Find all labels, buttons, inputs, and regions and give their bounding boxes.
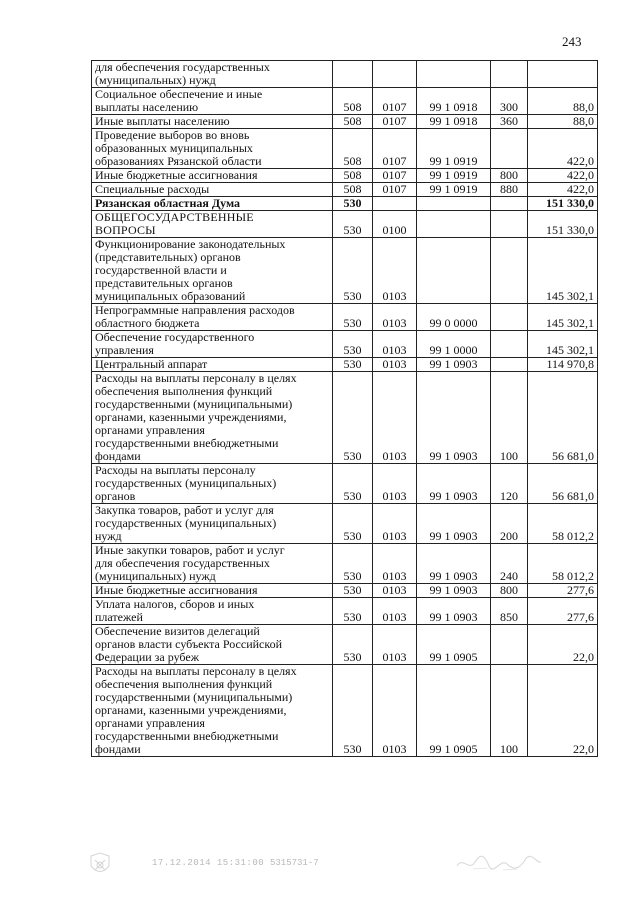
row-name-cell: ОБЩЕГОСУДАРСТВЕННЫЕ ВОПРОСЫ (92, 211, 333, 238)
table-row (92, 665, 598, 757)
row-ved-cell (333, 61, 373, 88)
row-vr-cell: 300 (491, 88, 528, 115)
table-row (92, 129, 598, 169)
table-row (92, 61, 598, 88)
row-vr-cell: 120 (491, 464, 528, 504)
row-sum-cell: 151 330,0 (528, 197, 598, 211)
row-ved-cell: 530 (333, 504, 373, 544)
row-csr-cell: 99 1 0903 (417, 598, 491, 625)
page-number: 243 (562, 34, 582, 49)
footer-doc-code: 5315731-7 (270, 858, 319, 868)
row-razdel-cell: 0103 (373, 584, 417, 598)
row-ved-cell: 530 (333, 304, 373, 331)
table-row (92, 358, 598, 372)
row-ved-cell: 508 (333, 115, 373, 129)
row-name-cell: для обеспечения государственных (муниципальных) нужд (92, 61, 333, 88)
row-vr-cell (491, 331, 528, 358)
row-name-cell: Иные бюджетные ассигнования (92, 584, 333, 598)
row-vr-cell (491, 211, 528, 238)
row-sum-cell: 145 302,1 (528, 238, 598, 304)
row-sum-cell: 422,0 (528, 169, 598, 183)
footer-timestamp: 17.12.2014 15:31:00 (152, 858, 265, 868)
row-ved-cell: 530 (333, 358, 373, 372)
table-row (92, 331, 598, 358)
row-razdel-cell: 0103 (373, 372, 417, 464)
row-vr-cell (491, 304, 528, 331)
row-csr-cell: 99 1 0903 (417, 358, 491, 372)
row-sum-cell: 22,0 (528, 665, 598, 757)
row-csr-cell: 99 1 0918 (417, 88, 491, 115)
row-csr-cell: 99 1 0903 (417, 584, 491, 598)
row-razdel-cell: 0103 (373, 464, 417, 504)
row-csr-cell: 99 1 0903 (417, 544, 491, 584)
row-razdel-cell: 0103 (373, 544, 417, 584)
budget-table-body (92, 61, 598, 757)
row-sum-cell: 58 012,2 (528, 504, 598, 544)
row-name-cell: Иные бюджетные ассигнования (92, 169, 333, 183)
row-sum-cell: 114 970,8 (528, 358, 598, 372)
row-razdel-cell: 0103 (373, 238, 417, 304)
table-row (92, 211, 598, 238)
row-vr-cell (491, 129, 528, 169)
table-row (92, 238, 598, 304)
row-name-cell: Обеспечение государственного управления (92, 331, 333, 358)
row-name-cell: Функционирование законодательных (представительных) органов государственной власти и представительных органов муниципальных образований (92, 238, 333, 304)
row-sum-cell: 422,0 (528, 129, 598, 169)
row-ved-cell: 530 (333, 238, 373, 304)
table-row (92, 598, 598, 625)
row-sum-cell: 145 302,1 (528, 331, 598, 358)
row-sum-cell: 22,0 (528, 625, 598, 665)
row-ved-cell: 530 (333, 665, 373, 757)
row-vr-cell (491, 358, 528, 372)
row-csr-cell (417, 197, 491, 211)
row-csr-cell (417, 238, 491, 304)
row-razdel-cell: 0100 (373, 211, 417, 238)
row-vr-cell: 200 (491, 504, 528, 544)
row-sum-cell: 422,0 (528, 183, 598, 197)
row-vr-cell: 880 (491, 183, 528, 197)
row-name-cell: Иные выплаты населению (92, 115, 333, 129)
signature-scribble-icon (453, 852, 543, 874)
row-sum-cell: 58 012,2 (528, 544, 598, 584)
table-row (92, 169, 598, 183)
row-csr-cell: 99 1 0918 (417, 115, 491, 129)
stamp-icon (88, 852, 112, 878)
row-name-cell: Центральный аппарат (92, 358, 333, 372)
table-row (92, 115, 598, 129)
row-ved-cell: 530 (333, 625, 373, 665)
row-vr-cell: 100 (491, 372, 528, 464)
row-vr-cell: 100 (491, 665, 528, 757)
budget-table (91, 60, 598, 757)
row-sum-cell: 277,6 (528, 584, 598, 598)
table-row (92, 544, 598, 584)
row-name-cell: Рязанская областная Дума (92, 197, 333, 211)
row-razdel-cell: 0107 (373, 129, 417, 169)
row-razdel-cell: 0103 (373, 331, 417, 358)
table-row (92, 197, 598, 211)
row-ved-cell: 530 (333, 211, 373, 238)
row-ved-cell: 530 (333, 584, 373, 598)
row-vr-cell: 360 (491, 115, 528, 129)
row-name-cell: Закупка товаров, работ и услуг для государственных (муниципальных) нужд (92, 504, 333, 544)
row-razdel-cell: 0103 (373, 358, 417, 372)
row-sum-cell: 88,0 (528, 88, 598, 115)
row-vr-cell: 800 (491, 584, 528, 598)
row-name-cell: Обеспечение визитов делегаций органов власти субъекта Российской Федерации за рубеж (92, 625, 333, 665)
row-sum-cell: 56 681,0 (528, 372, 598, 464)
row-name-cell: Специальные расходы (92, 183, 333, 197)
row-vr-cell (491, 238, 528, 304)
row-csr-cell: 99 1 0903 (417, 504, 491, 544)
row-name-cell: Социальное обеспечение и иные выплаты населению (92, 88, 333, 115)
row-csr-cell (417, 61, 491, 88)
row-csr-cell: 99 1 0919 (417, 183, 491, 197)
table-row (92, 88, 598, 115)
row-ved-cell: 530 (333, 598, 373, 625)
row-razdel-cell: 0103 (373, 665, 417, 757)
row-sum-cell: 277,6 (528, 598, 598, 625)
row-csr-cell: 99 1 0919 (417, 169, 491, 183)
row-ved-cell: 530 (333, 372, 373, 464)
row-name-cell: Расходы на выплаты персоналу в целях обеспечения выполнения функций государственными (муниципальными) органами, казенными учреждениями, органами управления государственными внебюджетными фондами (92, 372, 333, 464)
row-vr-cell: 850 (491, 598, 528, 625)
table-row (92, 464, 598, 504)
row-sum-cell: 88,0 (528, 115, 598, 129)
row-razdel-cell (373, 61, 417, 88)
row-ved-cell: 530 (333, 197, 373, 211)
row-csr-cell: 99 1 0000 (417, 331, 491, 358)
row-ved-cell: 508 (333, 129, 373, 169)
table-row (92, 625, 598, 665)
row-vr-cell (491, 61, 528, 88)
row-name-cell: Расходы на выплаты персоналу государственных (муниципальных) органов (92, 464, 333, 504)
row-csr-cell: 99 0 0000 (417, 304, 491, 331)
row-razdel-cell: 0103 (373, 598, 417, 625)
row-name-cell: Уплата налогов, сборов и иных платежей (92, 598, 333, 625)
row-razdel-cell: 0103 (373, 504, 417, 544)
row-ved-cell: 508 (333, 183, 373, 197)
row-name-cell: Проведение выборов во вновь образованных муниципальных образованиях Рязанской области (92, 129, 333, 169)
row-vr-cell (491, 197, 528, 211)
row-razdel-cell (373, 197, 417, 211)
row-csr-cell: 99 1 0919 (417, 129, 491, 169)
row-sum-cell: 151 330,0 (528, 211, 598, 238)
row-sum-cell (528, 61, 598, 88)
row-vr-cell: 240 (491, 544, 528, 584)
row-sum-cell: 56 681,0 (528, 464, 598, 504)
table-row (92, 504, 598, 544)
row-name-cell: Непрограммные направления расходов областного бюджета (92, 304, 333, 331)
row-razdel-cell: 0107 (373, 88, 417, 115)
row-razdel-cell: 0103 (373, 304, 417, 331)
row-csr-cell: 99 1 0905 (417, 625, 491, 665)
row-csr-cell (417, 211, 491, 238)
row-name-cell: Расходы на выплаты персоналу в целях обеспечения выполнения функций государственными (муниципальными) органами, казенными учреждениями, органами управления государственными внебюджетными фондами (92, 665, 333, 757)
row-csr-cell: 99 1 0905 (417, 665, 491, 757)
row-sum-cell: 145 302,1 (528, 304, 598, 331)
row-ved-cell: 530 (333, 331, 373, 358)
row-ved-cell: 530 (333, 544, 373, 584)
row-ved-cell: 530 (333, 464, 373, 504)
row-vr-cell (491, 625, 528, 665)
table-row (92, 372, 598, 464)
row-razdel-cell: 0107 (373, 183, 417, 197)
row-csr-cell: 99 1 0903 (417, 464, 491, 504)
row-name-cell: Иные закупки товаров, работ и услуг для обеспечения государственных (муниципальных) нужд (92, 544, 333, 584)
row-razdel-cell: 0103 (373, 625, 417, 665)
row-razdel-cell: 0107 (373, 115, 417, 129)
table-row (92, 183, 598, 197)
table-row (92, 584, 598, 598)
row-vr-cell: 800 (491, 169, 528, 183)
row-ved-cell: 508 (333, 88, 373, 115)
document-footer (88, 852, 558, 878)
row-csr-cell: 99 1 0903 (417, 372, 491, 464)
row-ved-cell: 508 (333, 169, 373, 183)
row-razdel-cell: 0107 (373, 169, 417, 183)
table-row (92, 304, 598, 331)
